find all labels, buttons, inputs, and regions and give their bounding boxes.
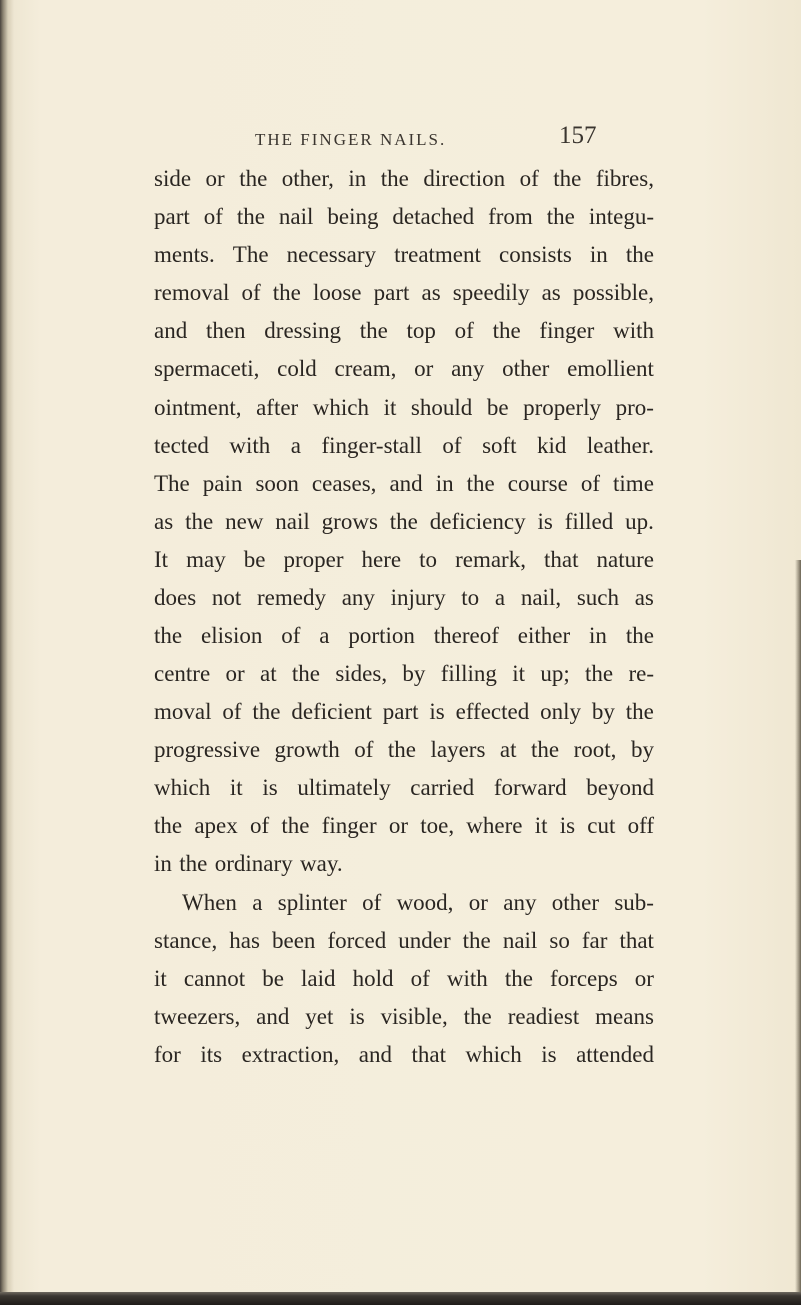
word: nature — [596, 546, 654, 572]
text-line — [154, 845, 654, 883]
word: or — [388, 813, 408, 839]
word: remark, — [455, 546, 526, 572]
word: treatment — [394, 242, 481, 268]
word: loose — [312, 280, 362, 306]
word: forceps — [550, 965, 618, 991]
word: cold — [277, 356, 317, 382]
text-line — [154, 312, 654, 350]
text-line — [154, 731, 654, 769]
word: readiest — [507, 1003, 580, 1029]
word: ceases, — [311, 470, 377, 496]
word: under — [398, 927, 451, 953]
word: pro- — [615, 394, 654, 420]
word: of — [580, 470, 600, 496]
word: with — [229, 432, 271, 458]
word: for — [154, 1041, 181, 1067]
word: up. — [625, 508, 654, 534]
text-line — [154, 998, 654, 1036]
page-gutter-shadow — [0, 0, 14, 1305]
word: it — [229, 775, 243, 801]
word: course — [507, 470, 568, 496]
word: means — [595, 1003, 654, 1029]
word: the — [236, 204, 265, 230]
word: far — [581, 927, 608, 953]
word: the — [154, 813, 183, 839]
word: being — [327, 204, 379, 230]
word: with — [613, 318, 654, 344]
word: off — [627, 813, 654, 839]
word: be — [262, 965, 284, 991]
word: to — [419, 546, 438, 572]
word: and — [358, 1041, 392, 1067]
word: cut — [587, 813, 616, 839]
word: of — [241, 280, 261, 306]
text-line — [154, 503, 654, 541]
text-line — [154, 236, 654, 274]
word: integu- — [588, 204, 654, 230]
word: progressive — [154, 737, 261, 763]
word: a — [494, 584, 506, 610]
word: the — [625, 699, 654, 725]
word: wood, — [396, 889, 454, 915]
word: properly — [523, 394, 602, 420]
word: spermaceti, — [154, 356, 260, 382]
word: soft — [482, 432, 517, 458]
word: dressing — [264, 318, 341, 344]
word: When — [182, 889, 237, 915]
word: necessary — [286, 242, 376, 268]
word: not — [211, 584, 242, 610]
word: which — [154, 775, 211, 801]
text-line — [154, 427, 654, 465]
word: finger — [539, 318, 595, 344]
word: the — [585, 661, 614, 687]
word: other — [502, 356, 550, 382]
word: the — [281, 813, 310, 839]
word: the — [154, 622, 183, 648]
word: the — [546, 204, 575, 230]
word: to — [461, 584, 480, 610]
word: in — [348, 166, 367, 192]
word: soon — [255, 470, 299, 496]
text-line — [154, 807, 654, 845]
word: splinter — [277, 889, 347, 915]
word: any — [451, 356, 485, 382]
text-line — [154, 617, 654, 655]
word: time — [613, 470, 654, 496]
word: It — [154, 546, 169, 572]
text-line — [154, 655, 654, 693]
word: the — [492, 318, 521, 344]
text-line — [154, 465, 654, 503]
word: the — [272, 280, 301, 306]
word: as — [634, 584, 654, 610]
word: should — [410, 394, 473, 420]
word: that — [411, 1041, 446, 1067]
word: other, — [281, 166, 334, 192]
word: ultimately — [297, 775, 391, 801]
word: the — [625, 242, 654, 268]
word: the — [179, 851, 208, 877]
word: hold — [352, 965, 394, 991]
word: the — [504, 965, 533, 991]
word: pain — [202, 470, 243, 496]
word: is — [262, 775, 278, 801]
word: at — [499, 737, 517, 763]
word: growth — [274, 737, 340, 763]
word: toe, — [420, 813, 455, 839]
word: is — [541, 1041, 557, 1067]
word: in — [154, 851, 172, 877]
word: other — [551, 889, 600, 915]
word: deficient — [291, 699, 372, 725]
word: nail — [275, 508, 310, 534]
word: finger-stall — [321, 432, 422, 458]
word: tweezers, — [154, 1003, 241, 1029]
word: and — [154, 318, 188, 344]
word: it — [512, 661, 526, 687]
word: is — [349, 1003, 365, 1029]
word: in — [435, 470, 454, 496]
word: apex — [194, 813, 238, 839]
word: of — [203, 204, 223, 230]
word: here — [361, 546, 402, 572]
text-line — [154, 388, 654, 426]
word: or — [634, 965, 654, 991]
word: the — [359, 318, 388, 344]
word: is — [559, 813, 576, 839]
word: and — [389, 470, 423, 496]
word: finger — [321, 813, 377, 839]
word: consists — [498, 242, 572, 268]
running-head-title: THE FINGER NAILS. — [255, 130, 447, 149]
word: the — [239, 166, 268, 192]
word: from — [488, 204, 533, 230]
word: attended — [576, 1041, 654, 1067]
word: sides, — [335, 661, 388, 687]
word: by — [630, 737, 654, 763]
word: as — [421, 280, 441, 306]
word: part — [154, 204, 190, 230]
word: where — [466, 813, 523, 839]
word: visible, — [380, 1003, 448, 1029]
word: ointment, — [154, 394, 242, 420]
word: the — [252, 699, 281, 725]
word: the — [389, 508, 418, 534]
word: possible, — [572, 280, 654, 306]
word: thereof — [433, 622, 499, 648]
word: fibres, — [595, 166, 654, 192]
page-edge-shadow — [795, 560, 801, 1305]
word: is — [429, 699, 445, 725]
word: forward — [493, 775, 567, 801]
word: forced — [327, 927, 387, 953]
word: at — [259, 661, 277, 687]
text-line — [154, 160, 654, 198]
word: remedy — [257, 584, 326, 610]
word: nail — [502, 927, 538, 953]
word: centre — [154, 661, 211, 687]
word: of — [354, 737, 374, 763]
word: after — [256, 394, 299, 420]
word: top — [406, 318, 436, 344]
word: removal — [154, 280, 230, 306]
word: or — [414, 356, 434, 382]
word: cream, — [334, 356, 397, 382]
word: does — [154, 584, 197, 610]
word: moval — [154, 699, 212, 725]
word: and — [256, 1003, 290, 1029]
word: the — [531, 737, 560, 763]
word: it — [383, 394, 397, 420]
word: elision — [201, 622, 263, 648]
word: detached — [392, 204, 475, 230]
word: only — [540, 699, 582, 725]
word: or — [205, 166, 225, 192]
word: the — [462, 927, 491, 953]
word: the — [387, 737, 416, 763]
word: of — [281, 622, 301, 648]
word: with — [446, 965, 488, 991]
word: of — [454, 318, 474, 344]
running-head — [0, 122, 801, 162]
word: stance, — [154, 927, 218, 953]
word: injury — [390, 584, 446, 610]
word: laid — [301, 965, 336, 991]
word: yet — [305, 1003, 334, 1029]
word: part — [373, 280, 410, 306]
word: a — [319, 622, 330, 648]
word: portion — [348, 622, 415, 648]
word: such — [576, 584, 619, 610]
word: been — [271, 927, 316, 953]
word: by — [402, 661, 426, 687]
word: the — [553, 166, 582, 192]
text-line — [154, 350, 654, 388]
word: which — [465, 1041, 522, 1067]
word: any — [341, 584, 375, 610]
word: nail — [278, 204, 314, 230]
word: or — [225, 661, 245, 687]
word: the — [463, 1003, 492, 1029]
word: side — [154, 166, 192, 192]
word: The — [232, 242, 269, 268]
word: is — [537, 508, 553, 534]
word: up; — [540, 661, 570, 687]
word: of — [222, 699, 242, 725]
word: be — [486, 394, 509, 420]
word: be — [243, 546, 266, 572]
word: by — [591, 699, 615, 725]
word: or — [468, 889, 488, 915]
word: kid — [537, 432, 567, 458]
text-line — [154, 960, 654, 998]
word: may — [186, 546, 226, 572]
word: of — [519, 166, 539, 192]
word: carried — [410, 775, 475, 801]
word: as — [154, 508, 174, 534]
word: which — [312, 394, 370, 420]
body-text — [154, 160, 654, 1074]
word: proper — [283, 546, 344, 572]
word: re- — [628, 661, 654, 687]
word: of — [249, 813, 270, 839]
word: a — [252, 889, 263, 915]
word: so — [549, 927, 570, 953]
word: the — [625, 622, 654, 648]
word: of — [362, 889, 382, 915]
word: cannot — [183, 965, 246, 991]
text-line — [154, 1036, 654, 1074]
scan-bottom-border — [0, 1292, 801, 1305]
word: layers — [430, 737, 486, 763]
text-line — [154, 541, 654, 579]
word: has — [229, 927, 260, 953]
text-line — [154, 922, 654, 960]
word: effected — [455, 699, 530, 725]
word: speedily — [452, 280, 530, 306]
word: tected — [154, 432, 209, 458]
word: sub- — [614, 889, 654, 915]
word: deficiency — [429, 508, 526, 534]
text-line — [154, 769, 654, 807]
text-line — [154, 198, 654, 236]
word: part — [382, 699, 419, 725]
word: root, — [573, 737, 617, 763]
word: the — [185, 508, 214, 534]
word: of — [410, 965, 430, 991]
word: extraction, — [241, 1041, 340, 1067]
word: filling — [440, 661, 497, 687]
text-line — [154, 579, 654, 617]
text-line — [154, 693, 654, 731]
word: it — [154, 965, 167, 991]
word: the — [380, 166, 409, 192]
word: ments. — [154, 242, 215, 268]
word: it — [534, 813, 548, 839]
text-line — [154, 274, 654, 312]
word: in — [589, 622, 607, 648]
word: emollient — [567, 356, 654, 382]
word: grows — [321, 508, 378, 534]
word: of — [442, 432, 462, 458]
word: filled — [564, 508, 614, 534]
word: either — [517, 622, 571, 648]
word: new — [225, 508, 264, 534]
word: then — [205, 318, 246, 344]
word: that — [544, 546, 579, 572]
page-number: 157 — [559, 122, 597, 149]
word: that — [619, 927, 654, 953]
word: a — [290, 432, 301, 458]
text-line — [154, 883, 654, 921]
word: leather. — [586, 432, 654, 458]
word: the — [466, 470, 495, 496]
word: the — [291, 661, 321, 687]
word: The — [154, 470, 190, 496]
word: as — [541, 280, 561, 306]
word: beyond — [586, 775, 654, 801]
word: any — [503, 889, 537, 915]
word: direction — [423, 166, 506, 192]
word: way. — [300, 851, 343, 877]
word: its — [200, 1041, 223, 1067]
word: nail, — [520, 584, 562, 610]
word: in — [589, 242, 608, 268]
word: ordinary — [214, 851, 293, 877]
